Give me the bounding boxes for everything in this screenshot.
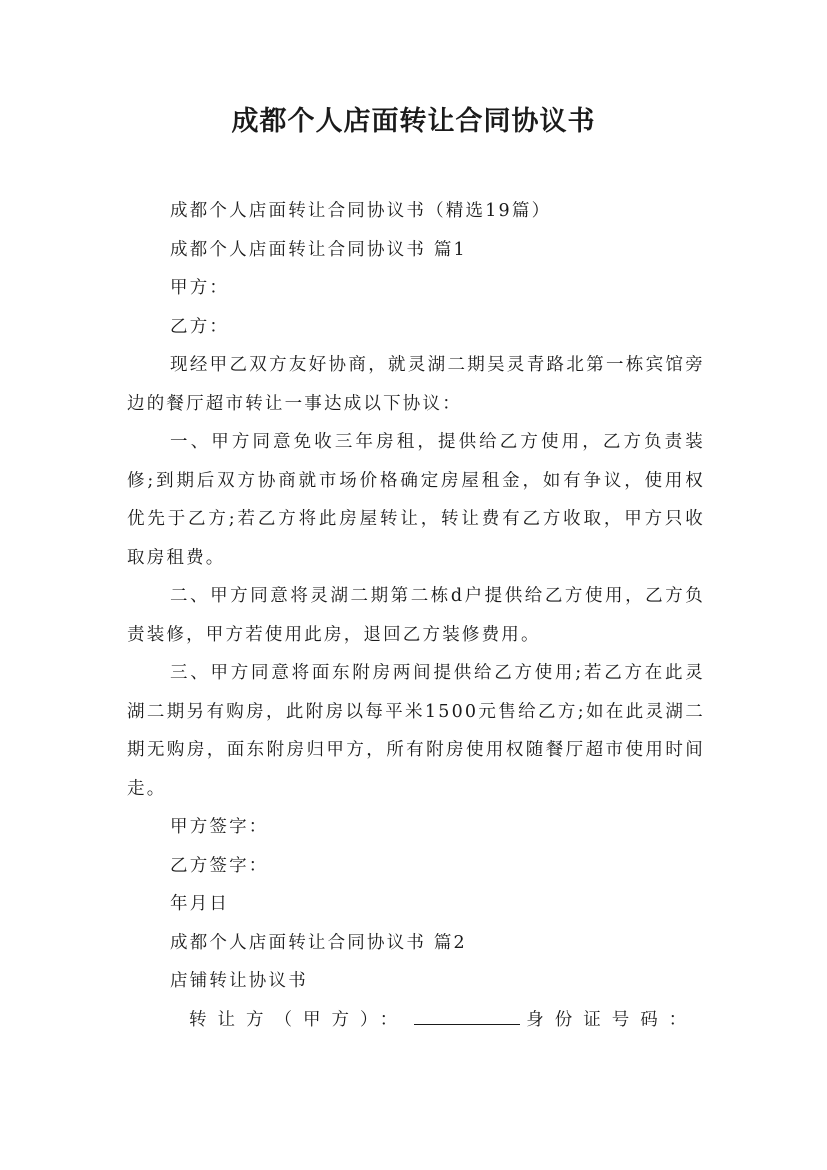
id-number-label: 身份证号码： <box>526 1009 698 1030</box>
party-b-signature: 乙方签字： <box>170 855 269 876</box>
party-a-label: 甲方： <box>170 278 230 298</box>
party-a-signature: 甲方签字： <box>170 817 269 837</box>
document-body <box>127 192 705 1039</box>
clause-1-paragraph: 一、甲方同意免收三年房租，提供给乙方使用，乙方负责装修;到期后双方协商就市场价格确定房屋租金，如有争议，使用权优先于乙方;若乙方将此房屋转让，转让费有乙方收取，甲方只收取房租费。 <box>127 432 705 568</box>
document-title: 成都个人店面转让合同协议书 <box>231 106 596 137</box>
clause-3-paragraph: 三、甲方同意将面东附房两间提供给乙方使用;若乙方在此灵湖二期另有购房，此附房以每平米1500元售给乙方;如在此灵湖二期无购房，面东附房归甲方，所有附房使用权随餐厅超市使用时间走。 <box>127 663 705 799</box>
date-line: 年月日 <box>170 894 230 914</box>
party-b-label: 乙方： <box>170 316 230 337</box>
transferor-label: 转让方（甲方）： <box>189 1009 409 1030</box>
shop-agreement-title: 店铺转让协议书 <box>170 971 308 991</box>
part2-heading: 成都个人店面转让合同协议书 篇2 <box>170 932 467 953</box>
transferor-blank[interactable] <box>414 1006 520 1025</box>
clause-2-paragraph: 二、甲方同意将灵湖二期第二栋d户提供给乙方使用，乙方负责装修，甲方若使用此房，退回乙方装修费用。 <box>127 586 705 645</box>
preamble-paragraph: 现经甲乙双方友好协商，就灵湖二期吴灵青路北第一栋宾馆旁边的餐厅超市转让一事达成以下协议： <box>127 355 705 414</box>
part1-heading: 成都个人店面转让合同协议书 篇1 <box>170 239 467 260</box>
transferor-line <box>127 1001 705 1040</box>
intro-line: 成都个人店面转让合同协议书（精选19篇） <box>170 201 552 221</box>
